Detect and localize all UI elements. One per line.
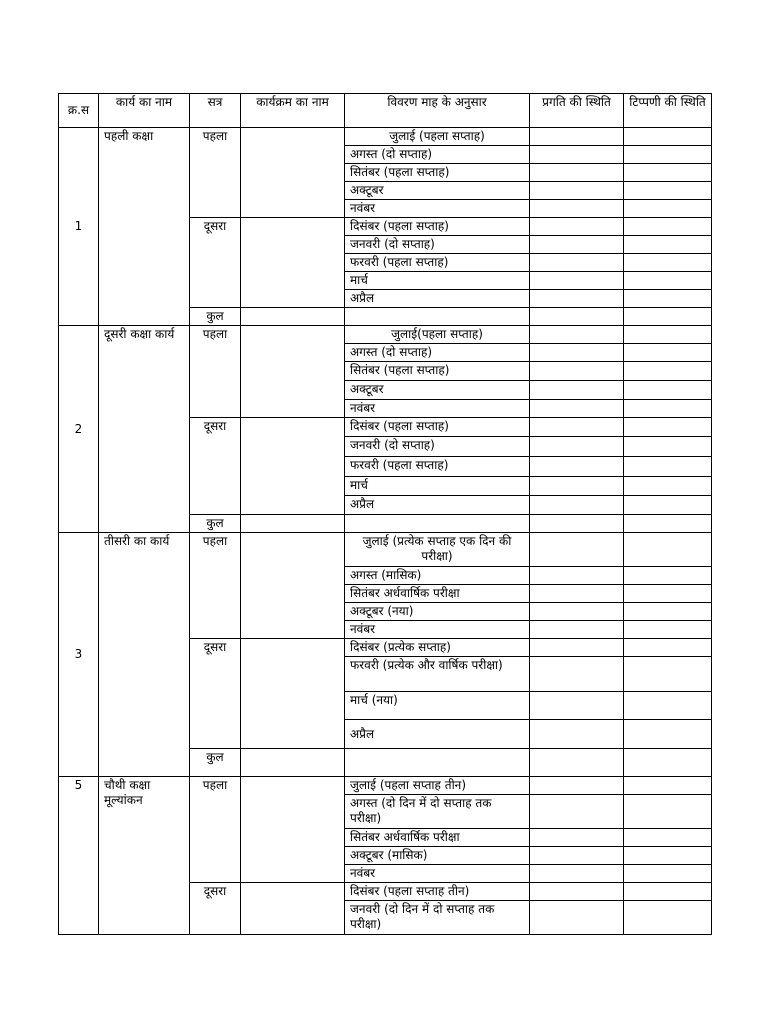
month-detail: नवंबर bbox=[345, 621, 530, 639]
month-detail: सितंबर अर्धवार्षिक परीक्षा bbox=[345, 585, 530, 603]
remark-cell bbox=[624, 883, 712, 901]
remark-cell bbox=[624, 326, 712, 344]
remark-cell bbox=[624, 477, 712, 496]
progress-cell bbox=[530, 749, 624, 777]
header-remark-status: टिप्पणी की स्थिति bbox=[624, 94, 712, 128]
progress-cell bbox=[530, 362, 624, 381]
month-detail: नवंबर bbox=[345, 200, 530, 218]
remark-cell bbox=[624, 437, 712, 457]
remark-cell bbox=[624, 720, 712, 749]
remark-cell bbox=[624, 901, 712, 935]
serial-2: 2 bbox=[59, 326, 99, 533]
program-cell bbox=[241, 218, 345, 308]
remark-cell bbox=[624, 777, 712, 795]
remark-cell bbox=[624, 164, 712, 182]
month-detail: दिसंबर (पहला सप्ताह) bbox=[345, 218, 530, 236]
month-detail: अगस्त (दो सप्ताह) bbox=[345, 344, 530, 362]
session-5-1: पहला bbox=[190, 777, 241, 883]
remark-cell bbox=[624, 567, 712, 585]
month-detail: सितंबर (पहला सप्ताह) bbox=[345, 164, 530, 182]
progress-cell bbox=[530, 692, 624, 720]
progress-cell bbox=[530, 218, 624, 236]
program-cell bbox=[241, 777, 345, 883]
month-detail: जनवरी (दो सप्ताह) bbox=[345, 437, 530, 457]
session-3-1: पहला bbox=[190, 533, 241, 639]
program-cell bbox=[241, 128, 345, 218]
month-detail: सितंबर अर्धवार्षिक परीक्षा bbox=[345, 829, 530, 847]
remark-cell bbox=[624, 182, 712, 200]
month-detail: नवंबर bbox=[345, 865, 530, 883]
remark-cell bbox=[624, 585, 712, 603]
month-detail: अक्टूबर bbox=[345, 182, 530, 200]
progress-cell bbox=[530, 200, 624, 218]
month-detail: मार्च bbox=[345, 272, 530, 290]
month-detail: जनवरी (दो सप्ताह) bbox=[345, 236, 530, 254]
progress-cell bbox=[530, 344, 624, 362]
month-detail: जुलाई (पहला सप्ताह तीन) bbox=[345, 777, 530, 795]
month-detail: दिसंबर (प्रत्येक सप्ताह) bbox=[345, 639, 530, 657]
schedule-table bbox=[58, 93, 712, 935]
serial-1: 1 bbox=[59, 128, 99, 326]
progress-cell bbox=[530, 515, 624, 533]
month-detail: अक्टूबर bbox=[345, 381, 530, 400]
month-detail: जनवरी (दो दिन में दो सप्ताह तक परीक्षा) bbox=[345, 901, 530, 935]
remark-cell bbox=[624, 795, 712, 829]
serial-5: 5 bbox=[59, 777, 99, 935]
remark-cell bbox=[624, 400, 712, 418]
header-program-name: कार्यक्रम का नाम bbox=[241, 94, 345, 128]
month-detail: अक्टूबर (मासिक) bbox=[345, 847, 530, 865]
session-1-1: पहला bbox=[190, 128, 241, 218]
program-cell bbox=[241, 883, 345, 935]
session-3-2: दूसरा bbox=[190, 639, 241, 749]
task-name-1: पहली कक्षा bbox=[99, 128, 190, 326]
remark-cell bbox=[624, 272, 712, 290]
progress-cell bbox=[530, 603, 624, 621]
program-cell bbox=[241, 326, 345, 418]
month-detail bbox=[345, 515, 530, 533]
header-progress-status: प्रगति की स्थिति bbox=[530, 94, 624, 128]
header-row bbox=[59, 94, 712, 128]
progress-cell bbox=[530, 308, 624, 326]
progress-cell bbox=[530, 496, 624, 515]
program-cell bbox=[241, 418, 345, 515]
program-cell bbox=[241, 749, 345, 777]
progress-cell bbox=[530, 164, 624, 182]
month-detail: जुलाई(पहला सप्ताह) bbox=[345, 326, 530, 344]
progress-cell bbox=[530, 326, 624, 344]
remark-cell bbox=[624, 639, 712, 657]
month-detail: अप्रैल bbox=[345, 290, 530, 308]
task-name-3: तीसरी का कार्य bbox=[99, 533, 190, 777]
progress-cell bbox=[530, 182, 624, 200]
month-detail: नवंबर bbox=[345, 400, 530, 418]
month-detail: दिसंबर (पहला सप्ताह) bbox=[345, 418, 530, 437]
serial-3: 3 bbox=[59, 533, 99, 777]
table-row bbox=[59, 326, 712, 344]
remark-cell bbox=[624, 290, 712, 308]
progress-cell bbox=[530, 254, 624, 272]
session-1-total: कुल bbox=[190, 308, 241, 326]
progress-cell bbox=[530, 533, 624, 567]
month-detail: मार्च (नया) bbox=[345, 692, 530, 720]
remark-cell bbox=[624, 847, 712, 865]
progress-cell bbox=[530, 883, 624, 901]
header-monthly-detail: विवरण माह के अनुसार bbox=[345, 94, 530, 128]
session-2-1: पहला bbox=[190, 326, 241, 418]
program-cell bbox=[241, 308, 345, 326]
task-name-5: चौथी कक्षा मूल्यांकन bbox=[99, 777, 190, 935]
month-detail: फरवरी (पहला सप्ताह) bbox=[345, 254, 530, 272]
remark-cell bbox=[624, 621, 712, 639]
progress-cell bbox=[530, 457, 624, 477]
remark-cell bbox=[624, 200, 712, 218]
month-detail: जुलाई (प्रत्येक सप्ताह एक दिन की परीक्षा) bbox=[345, 533, 530, 567]
remark-cell bbox=[624, 128, 712, 146]
remark-cell bbox=[624, 457, 712, 477]
month-detail: अगस्त (दो सप्ताह) bbox=[345, 146, 530, 164]
progress-cell bbox=[530, 437, 624, 457]
progress-cell bbox=[530, 128, 624, 146]
progress-cell bbox=[530, 847, 624, 865]
remark-cell bbox=[624, 515, 712, 533]
remark-cell bbox=[624, 749, 712, 777]
progress-cell bbox=[530, 585, 624, 603]
remark-cell bbox=[624, 829, 712, 847]
session-3-total: कुल bbox=[190, 749, 241, 777]
progress-cell bbox=[530, 865, 624, 883]
remark-cell bbox=[624, 692, 712, 720]
remark-cell bbox=[624, 362, 712, 381]
progress-cell bbox=[530, 657, 624, 692]
progress-cell bbox=[530, 272, 624, 290]
progress-cell bbox=[530, 621, 624, 639]
month-detail: अक्टूबर (नया) bbox=[345, 603, 530, 621]
month-detail: सितंबर (पहला सप्ताह) bbox=[345, 362, 530, 381]
progress-cell bbox=[530, 777, 624, 795]
month-detail: अगस्त (मासिक) bbox=[345, 567, 530, 585]
month-detail: फरवरी (प्रत्येक और वार्षिक परीक्षा) bbox=[345, 657, 530, 692]
remark-cell bbox=[624, 146, 712, 164]
task-name-2: दूसरी कक्षा कार्य bbox=[99, 326, 190, 533]
table-row bbox=[59, 533, 712, 567]
table-row bbox=[59, 128, 712, 146]
session-2-2: दूसरा bbox=[190, 418, 241, 515]
remark-cell bbox=[624, 308, 712, 326]
progress-cell bbox=[530, 381, 624, 400]
progress-cell bbox=[530, 795, 624, 829]
remark-cell bbox=[624, 603, 712, 621]
header-task-name: कार्य का नाम bbox=[99, 94, 190, 128]
session-1-2: दूसरा bbox=[190, 218, 241, 308]
header-session: सत्र bbox=[190, 94, 241, 128]
header-serial: क्र.स bbox=[59, 94, 99, 128]
progress-cell bbox=[530, 477, 624, 496]
month-detail: दिसंबर (पहला सप्ताह तीन) bbox=[345, 883, 530, 901]
remark-cell bbox=[624, 254, 712, 272]
session-2-total: कुल bbox=[190, 515, 241, 533]
month-detail bbox=[345, 749, 530, 777]
remark-cell bbox=[624, 381, 712, 400]
program-cell bbox=[241, 515, 345, 533]
progress-cell bbox=[530, 146, 624, 164]
program-cell bbox=[241, 639, 345, 749]
progress-cell bbox=[530, 901, 624, 935]
remark-cell bbox=[624, 865, 712, 883]
month-detail: मार्च bbox=[345, 477, 530, 496]
progress-cell bbox=[530, 290, 624, 308]
month-detail: फरवरी (पहला सप्ताह) bbox=[345, 457, 530, 477]
month-detail: अगस्त (दो दिन में दो सप्ताह तक परीक्षा) bbox=[345, 795, 530, 829]
program-cell bbox=[241, 533, 345, 639]
progress-cell bbox=[530, 720, 624, 749]
remark-cell bbox=[624, 236, 712, 254]
progress-cell bbox=[530, 829, 624, 847]
month-detail: अप्रैल bbox=[345, 496, 530, 515]
remark-cell bbox=[624, 496, 712, 515]
session-5-2: दूसरा bbox=[190, 883, 241, 935]
progress-cell bbox=[530, 418, 624, 437]
remark-cell bbox=[624, 418, 712, 437]
month-detail: जुलाई (पहला सप्ताह) bbox=[345, 128, 530, 146]
progress-cell bbox=[530, 400, 624, 418]
progress-cell bbox=[530, 236, 624, 254]
remark-cell bbox=[624, 533, 712, 567]
month-detail bbox=[345, 308, 530, 326]
progress-cell bbox=[530, 639, 624, 657]
progress-cell bbox=[530, 567, 624, 585]
remark-cell bbox=[624, 657, 712, 692]
remark-cell bbox=[624, 344, 712, 362]
table-row bbox=[59, 777, 712, 795]
remark-cell bbox=[624, 218, 712, 236]
month-detail: अप्रैल bbox=[345, 720, 530, 749]
